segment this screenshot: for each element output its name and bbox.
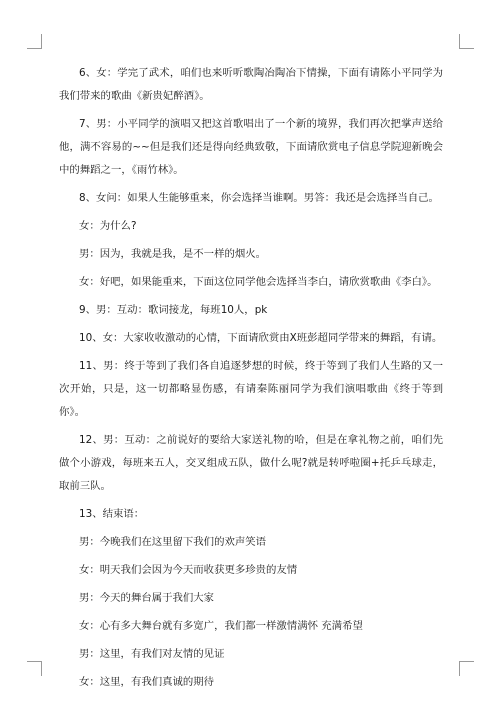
dialogue-line: 男：因为，我就是我，是不一样的烟火。 [79,248,267,260]
paragraph-item-11: 11、男：终于等到了我们各自追逐梦想的时候，终于等到了我们人生路的又一次开始，只是，这一切都略显伤感，有请秦陈丽同学为我们演唱歌曲《终于等到你》。 [59,360,443,418]
paragraph-item-13-heading: 13、结束语： [79,508,145,520]
crop-mark-bottom-right [459,661,474,676]
dialogue-line: 女：为什么? [79,220,137,232]
paragraph-item-8: 8、女问：如果人生能够重来，你会选择当谁啊。男答：我还是会选择当自己。 [79,192,439,204]
paragraph-item-9: 9、男：互动：歌词接龙，每班10人，pk [79,304,268,316]
paragraph-item-10: 10、女：大家收收激动的心情，下面请欣赏由X班彭超同学带来的舞蹈，有请。 [79,332,443,344]
paragraph-item-7: 7、男：小平同学的演唱又把这首歌唱出了一个新的境界，我们再次把掌声送给他，满不容易的~~但是我们还是得向经典致敬，下面请欣赏电子信息学院迎新晚会中的舞蹈之一，《雨竹林》。 [59,118,443,176]
crop-mark-top-right [459,34,474,49]
closing-line: 女：明天我们会因为今天而收获更多珍贵的友情 [79,564,298,576]
paragraph-item-6: 6、女：学完了武术，咱们也来听听歌陶冶陶冶下情操，下面有请陈小平同学为我们带来的歌曲《新贵妃醉酒》。 [59,67,443,102]
closing-line: 男：这里，有我们对友情的见证 [79,648,225,660]
paragraph-item-12: 12、男：互动：之前说好的要给大家送礼物的哈，但是在拿礼物之前，咱们先做个小游戏，每班来五人，交叉组成五队，做什么呢?就是转呼啦圈+托乒乓球走，取前三队。 [59,434,443,492]
closing-line: 男：今晚我们在这里留下我们的欢声笑语 [79,536,267,548]
closing-line: 女：心有多大舞台就有多宽广，我们都一样激情满怀 充满希望 [79,620,363,632]
dialogue-line: 女：好吧，如果能重来，下面这位同学他会选择当李白，请欣赏歌曲《李白》。 [79,276,438,288]
closing-line: 男：今天的舞台属于我们大家 [79,592,215,604]
document-body [59,62,443,699]
crop-mark-top-left [27,34,42,49]
closing-line: 女：这里，有我们真诚的期待 [79,676,215,688]
crop-mark-bottom-left [27,661,42,676]
